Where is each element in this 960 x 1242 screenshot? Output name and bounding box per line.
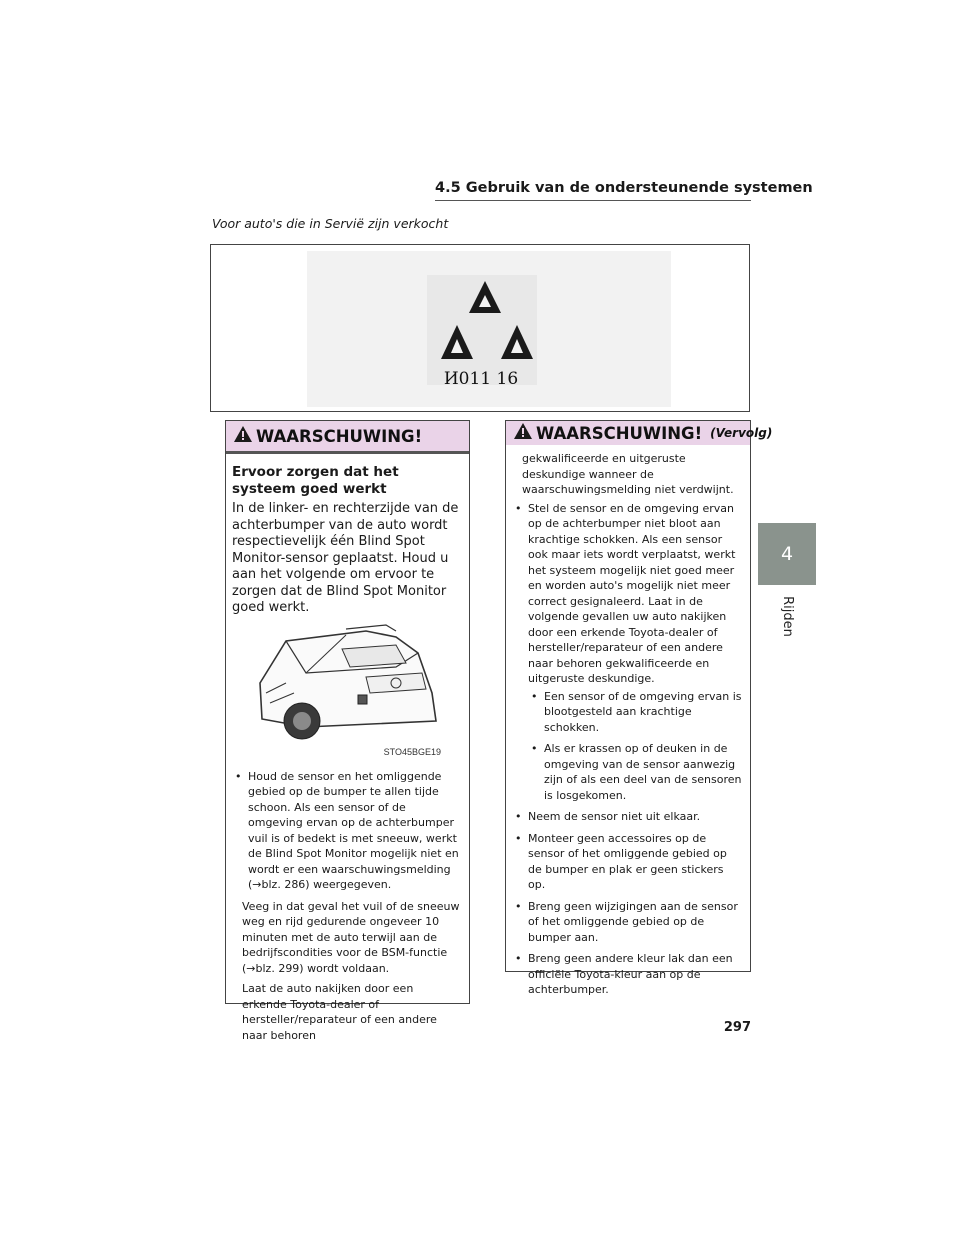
warning-bar [226,421,469,454]
section-header: 4.5 Gebruik van de ondersteunende systemen [435,180,813,196]
list-item: • Breng geen wijzigingen aan de sensor of het omliggende gebied op de bumper aan. [512,899,742,946]
sub-list-item: • Als er krassen op of deuken in de omgeving van de sensor aanwezig zijn of als een deel van de sensoren is losgekomen. [528,741,742,803]
list-item: • Monteer geen accessoires op de sensor of het omliggende gebied op de bumper en plak er geen stickers op. [512,831,742,893]
warning-title: WAARSCHUWING! [536,423,703,443]
section-rule [435,200,751,201]
paragraph: Veeg in dat geval het vuil of de sneeuw weg en rijd gedurende ongeveer 10 minuten met de auto terwijl aan de bedrijfscondities voor de BSM-functie (→blz. 299) wordt voldaan. [242,899,460,975]
list-item: • Breng geen andere kleur lak dan een officiële Toyota-kleur aan op de achterbumper. [512,951,742,998]
list-item: • Houd de sensor en het omliggende gebied op de bumper te allen tijde schoon. Als een sensor of de omgeving ervan op de achterbumper vuil is of bedekt is met sneeuw, werkt de Blind Spot Monitor mogelijk niet en wordt er een waarschuwingsmelding (→blz. 286) weergegeven. [232,769,461,893]
warning-intro: In de linker- en rechterzijde van de achterbumper van de auto wordt respectievelijk één Blind Spot Monitor-sensor geplaatst. Houd u aan het volgende om ervoor te zorgen dat de Blind Spot Monitor goed werkt. [232,501,459,615]
chapter-tab [758,523,816,585]
warning-bar [506,421,773,445]
triangle-approval-mark-icon [433,275,541,367]
list-item [512,501,742,804]
warning-subhead: Ervoor zorgen dat het systeem goed werkt [232,464,399,497]
caption: Voor auto's die in Servië zijn verkocht [212,216,449,231]
chapter-label-text: Rijden [779,595,795,637]
approval-mark-code: И011 16 [443,369,519,389]
warning-title: WAARSCHUWING! [256,426,423,446]
continued-text: gekwalificeerde en uitgeruste deskundige wanneer de waarschuwingsmelding niet verdwijnt. [522,452,734,496]
car-rear-illustration [246,623,446,753]
sub-list-item: • Een sensor of de omgeving ervan is blootgesteld aan krachtige schokken. [528,689,742,736]
chapter-label [767,586,807,646]
approval-mark-figure [210,244,750,412]
warning-continued: (Vervolg) [710,426,773,440]
warning-triangle-icon [514,423,532,443]
chapter-number: 4 [780,543,794,565]
list-item-text: Stel de sensor en de omgeving ervan op de achterbumper niet bloot aan krachtige schokken. Als een sensor ook maar iets wordt verplaatst, werkt het systeem mogelijk niet goed meer en worden auto's mogelijk niet meer correct gesignaleerd. Laat in de volgende gevallen uw auto nakijken door een erkende Toyota-dealer of hersteller/reparateur of een andere naar behoren gekwalificeerde en uitgeruste deskundige. [528,501,736,685]
warning-box-right [505,420,773,996]
paragraph: Laat de auto nakijken door een erkende Toyota-dealer of hersteller/reparateur of een andere naar behoren [242,982,437,1042]
car-rear-figure [232,623,461,763]
page-number: 297 [723,1020,751,1035]
list-item: • Neem de sensor niet uit elkaar. [512,809,742,825]
warning-triangle-icon [234,426,252,446]
warning-box-left [225,420,470,1042]
figure-code: STO45BGE19 [383,746,441,757]
